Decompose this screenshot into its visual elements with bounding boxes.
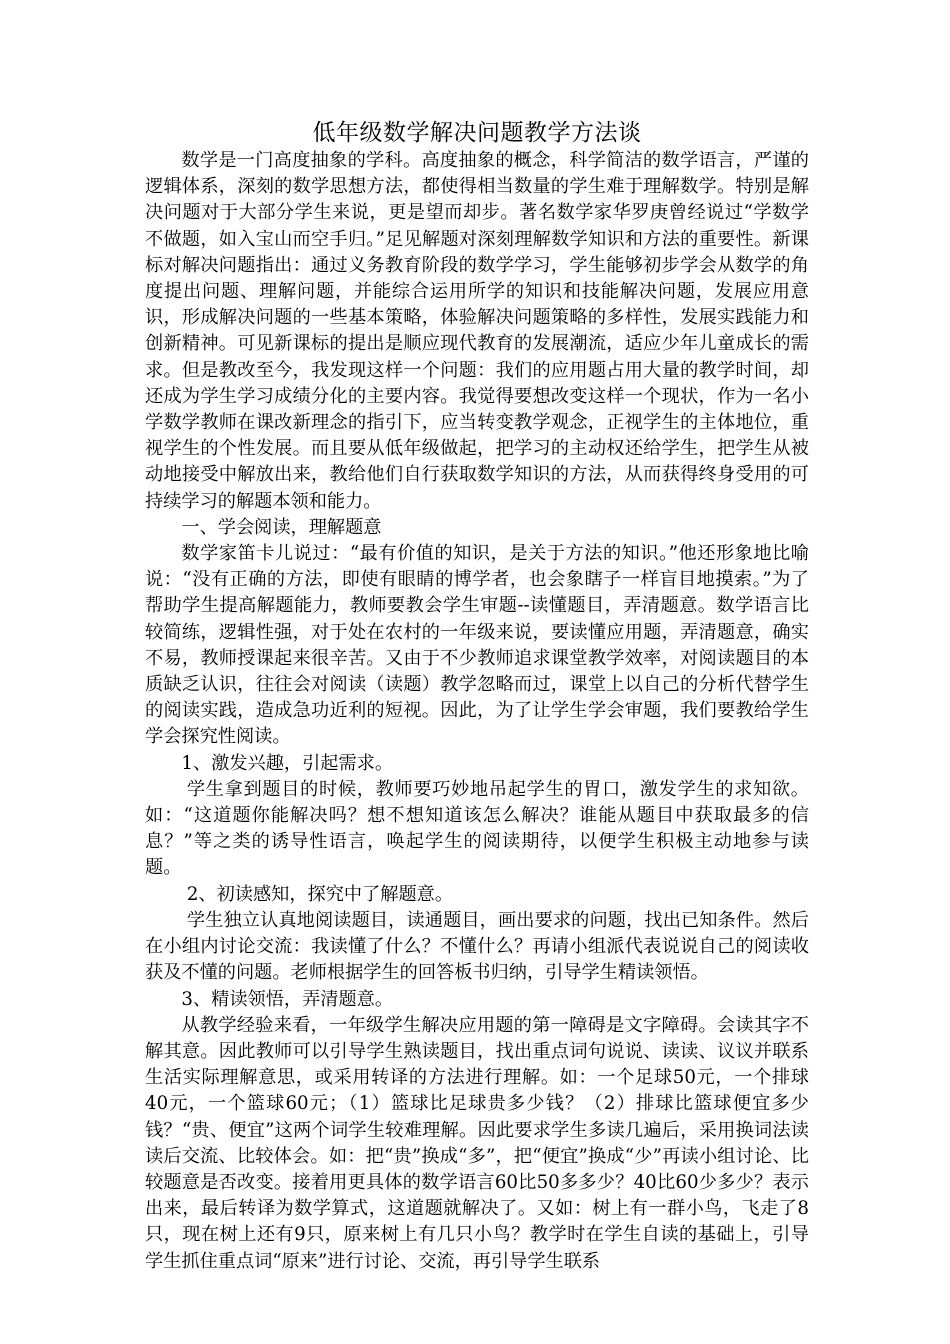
subheading-close-reading: 3、精读领悟，弄清题意。 (181, 988, 394, 1010)
section-heading-reading: 一、学会阅读，理解题意 (181, 516, 382, 538)
intro-paragraph: 数学是一门高度抽象的学科。高度抽象的概念，科学简洁的数学语言，严谨的逻辑体系，深刻的数学思想方法，都使得相当数量的学生难于理解数学。特别是解决问题对于大部分学生来说，更是望而却步。著名数学家华罗庚曾经说过“学数学不做题，如入宝山而空手归。”足见解题对深刻理解数学知识和方法的重要性。新课标对解决问题指出：通过义务教育阶段的数学学习，学生能够初步学会从数学的角度提出问题、理解问题，并能综合运用所学的知识和技能解决问题，发展应用意识，形成解决问题的一些基本策略，体验解决问题策略的多样性，发展实践能力和创新精神。可见新课标的提出是顺应现代教育的发展潮流，适应少年儿童成长的需求。但是教改至今，我发现这样一个问题：我们的应用题占用大量的教学时间，却还成为学生学习成绩分化的主要内容。我觉得要想改变这样一个现状，作为一名小学数学教师在课改新理念的指引下，应当转变教学观念，正视学生的主体地位，重视学生的个性发展。而且要从低年级做起，把学习的主动权还给学生，把学生从被动地接受中解放出来，教给他们自行获取数学知识的方法，从而获得终身受用的可持续学习的解题本领和能力。 (145, 150, 809, 512)
descartes-paragraph: 数学家笛卡儿说过：“最有价值的知识，是关于方法的知识。”他还形象地比喻说：“没有正确的方法，即使有眼睛的博学者，也会象瞎子一样盲目地摸索。”为了帮助学生提高解题能力，教师要教会学生审题--读懂题目，弄清题意。数学语言比较简练，逻辑性强，对于处在农村的一年级来说，要读懂应用题，弄清题意，确实不易，教师授课起来很辛苦。又由于不少教师追求课堂教学效率，对阅读题目的本质缺乏认识，往往会对阅读（读题）教学忽略而过，课堂上以自己的分析代替学生的阅读实践，造成急功近利的短视。因此，为了让学生学会审题，我们要教给学生学会探究性阅读。 (145, 543, 809, 748)
document-title: 低年级数学解决问题教学方法谈 (312, 120, 642, 146)
subheading-interest: 1、激发兴趣，引起需求。 (181, 752, 394, 774)
document-body (145, 118, 809, 1275)
subheading-first-reading: 2、初读感知，探究中了解题意。 (186, 883, 454, 905)
interest-paragraph: 学生拿到题目的时候，教师要巧妙地吊起学生的胃口，激发学生的求知欲。如：“这道题你能解决吗？想不想知道该怎么解决？谁能从题目中获取最多的信息？”等之类的诱导性语言，唤起学生的阅读期待，以便学生积极主动地参与读题。 (145, 778, 809, 879)
first-reading-paragraph: 学生独立认真地阅读题目，读通题目，画出要求的问题，找出已知条件。然后在小组内讨论交流：我读懂了什么？不懂什么？再请小组派代表说说自己的阅读收获及不懂的问题。老师根据学生的回答板书归纳，引导学生精读领悟。 (145, 909, 809, 984)
close-reading-paragraph: 从教学经验来看，一年级学生解决应用题的第一障碍是文字障碍。会读其字不解其意。因此教师可以引导学生熟读题目，找出重点词句说说、读读、议议并联系生活实际理解意思，或采用转译的方法进行理解。如：一个足球50元，一个排球40元，一个篮球60元；（1）篮球比足球贵多少钱？（2）排球比篮球便宜多少钱？“贵、便宜”这两个词学生较难理解。因此要求学生多读几遍后，采用换词法读读后交流、比较体会。如：把“贵”换成“多”，把“便宜”换成“少”再读小组讨论、比较题意是否改变。接着用更具体的数学语言60比50多多少？40比60少多少？表示出来，最后转译为数学算式，这道题就解决了。又如：树上有一群小鸟，飞走了8只，现在树上还有9只，原来树上有几只小鸟？教学时在学生自读的基础上，引导学生抓住重点词“原来”进行讨论、交流，再引导学生联系 (145, 1014, 809, 1272)
